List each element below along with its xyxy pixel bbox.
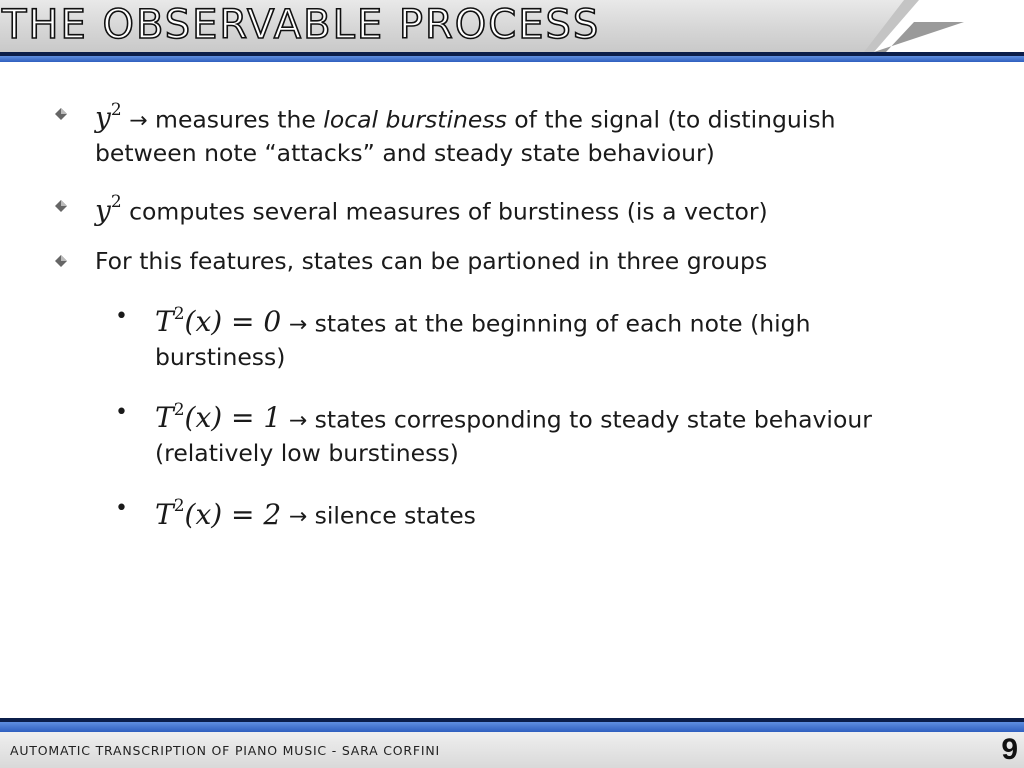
- slide-content: [0, 96, 1024, 534]
- slide-footer: [0, 732, 1024, 768]
- diamond-bullet-icon: [55, 200, 67, 212]
- math-symbol: $y^2$: [95, 100, 122, 135]
- bullet-dot: •: [115, 303, 128, 329]
- header-decoration: [864, 0, 1024, 52]
- bullet-dot: •: [115, 496, 128, 522]
- sub-list-item: • $T^2(x) = 2$ → silence states: [155, 492, 925, 533]
- page-number: 9: [1001, 733, 1018, 766]
- slide-header: [0, 0, 1024, 52]
- right-arrow-icon: →: [288, 311, 308, 337]
- right-arrow-icon: →: [288, 408, 308, 434]
- math-symbol: $y^2$: [95, 192, 122, 227]
- header-rule-blue: [0, 56, 1024, 62]
- list-item: $y^2$ computes several measures of burstiness (is a vector): [95, 188, 915, 228]
- footer-caption: AUTOMATIC TRANSCRIPTION OF PIANO MUSIC - SARA CORFINI: [10, 743, 441, 758]
- list-item: $y^2$ → measures the local burstiness of the signal (to distinguish between note “attacks” and steady state behaviour): [95, 96, 915, 170]
- diamond-bullet-icon: [55, 108, 67, 120]
- sub-list-item: • $T^2(x) = 0$ → states at the beginning of each note (high burstiness): [155, 300, 925, 374]
- right-arrow-icon: →: [288, 504, 308, 530]
- bullet-dot: •: [115, 399, 128, 425]
- footer-rule-blue: [0, 722, 1024, 732]
- slide-title: THE OBSERVABLE PROCESS: [2, 2, 601, 48]
- list-item: For this features, states can be partioned in three groups: [95, 245, 915, 278]
- math-expression: $T^2(x) = 0$: [155, 303, 282, 338]
- diamond-bullet-icon: [55, 255, 67, 267]
- math-expression: $T^2(x) = 2$: [155, 496, 282, 531]
- sub-list-item: • $T^2(x) = 1$ → states corresponding to steady state behaviour (relatively low burstiness): [155, 396, 925, 470]
- math-expression: $T^2(x) = 1$: [155, 399, 282, 435]
- right-arrow-icon: →: [129, 108, 148, 134]
